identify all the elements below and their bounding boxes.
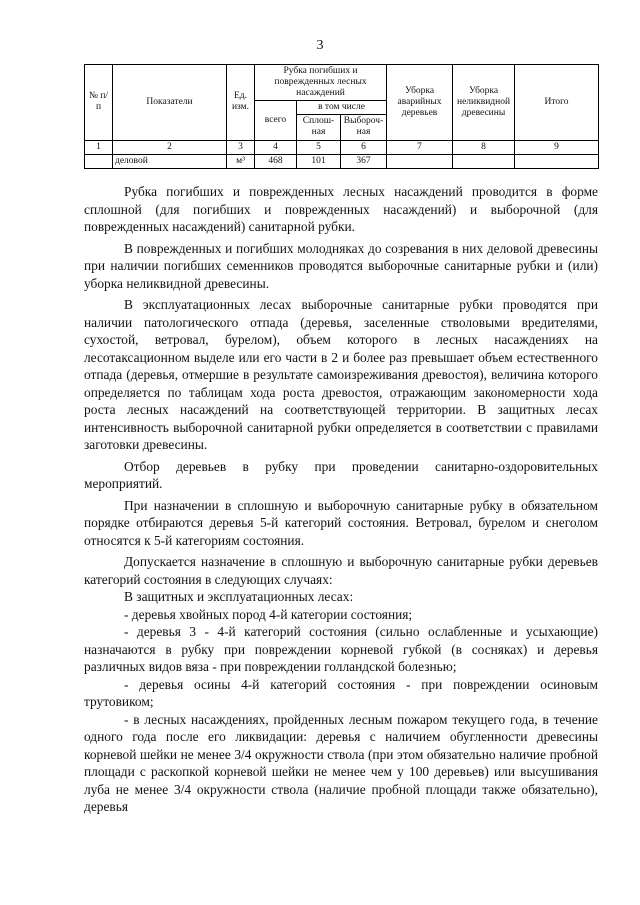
row-total-cell: 468 (255, 154, 297, 168)
column-number-row (85, 140, 599, 154)
table-row (85, 154, 599, 168)
header-unit: Ед. изм. (227, 65, 255, 141)
paragraph: В защитных и эксплуатационных лесах: (124, 589, 354, 604)
header-cleanup-emergency: Уборка аварийных деревьев (387, 65, 453, 141)
list-item: - деревья хвойных пород 4-й категории состояния; (124, 606, 413, 622)
header-total: Итого (515, 65, 599, 141)
row-clear-cell: 101 (297, 154, 341, 168)
row-selective-cell: 367 (341, 154, 387, 168)
paragraph: Рубка погибших и поврежденных лесных насаждений проводится в форме сплошной (для погибших и поврежденных насаждений) и выборочной (для поврежденных насаждений) санитарной рубки. (84, 184, 598, 234)
list-item: - деревья 3 - 4-й категорий состояния (сильно ослабленные и усыхающие) назначаются в рубку при повреждении корневой губкой (в сосняках) и деревья различных видов вяза - при повреждении голландской болезнью; (84, 624, 598, 674)
list-item: - в лесных насаждениях, пройденных лесным пожаром текущего года, в течение одного года после его ликвидации: деревья с наличием обугленности древесины корневой шейки не менее 3/4 окружности ствола (при этом обязательно наличие пробной площади с раскопкой корневой шейки не менее чем у 100 деревьев) или высушивания луба не менее 3/4 окружности ствола (наличие пробной площади также обязательно), деревья (84, 711, 598, 814)
header-indicators: Показатели (113, 65, 227, 141)
column-number: 9 (515, 140, 599, 154)
header-including: в том числе (297, 100, 387, 114)
header-cleanup-illiquid: Уборка неликвидной древесины (453, 65, 515, 141)
paragraph: Отбор деревьев в рубку при проведении санитарно-оздоровительных мероприятий. (84, 458, 598, 491)
header-total-all: всего (255, 100, 297, 140)
column-number: 7 (387, 140, 453, 154)
header-selective: Выбороч-ная (341, 114, 387, 140)
column-number: 8 (453, 140, 515, 154)
row-unit-cell: м³ (227, 154, 255, 168)
header-number: № п/п (85, 65, 113, 141)
column-number: 6 (341, 140, 387, 154)
data-table (84, 64, 599, 169)
column-number: 3 (227, 140, 255, 154)
row-number-cell (85, 154, 113, 168)
header-felling: Рубка погибших и поврежденных лесных насаждений (255, 65, 387, 101)
page-number: 3 (316, 38, 324, 53)
paragraph: В поврежденных и погибших молодняках до созревания в них деловой древесины при наличии погибших семенников проводятся выборочные санитарные рубки и (или) уборка неликвидной древесины. (84, 240, 598, 291)
list-item: - деревья осины 4-й категорий состояния - при повреждении осиновым трутовиком; (84, 676, 598, 709)
row-sum-cell (515, 154, 599, 168)
header-clear: Сплош-ная (297, 114, 341, 140)
row-indicator-cell: деловой (113, 154, 227, 168)
column-number: 2 (113, 140, 227, 154)
paragraph: В эксплуатационных лесах выборочные санитарные рубки проводятся при наличии патологического отпада (деревья, заселенные стволовыми вредителями, сухостой, ветровал, бурелом), объем которого в лесных насаждениях на лесотаксационном выделе или его части в 2 и более раз превышает объем естественного отпада (деревья, отмершие в результате самоизреживания древостоя), величина которого определяется по таблицам хода роста древостоя, отражающим закономерности хода роста лесных насаждений на соответствующей территории. В защитных лесах интенсивность выборочной санитарной рубки определяется в соответствии с правилами заготовки древесины. (84, 297, 598, 452)
paragraph: При назначении в сплошную и выборочную санитарные рубку в обязательном порядке отбираются деревья 5-й категорий состояния. Ветровал, бурелом и снеголом относятся к 5-й категориям состояния. (84, 497, 598, 548)
row-emergency-cell (387, 154, 453, 168)
paragraph: Допускается назначение в сплошную и выборочную санитарные рубки деревьев категорий состояния в следующих случаях: (84, 554, 598, 587)
column-number: 1 (85, 140, 113, 154)
column-number: 5 (297, 140, 341, 154)
body-text (84, 183, 598, 816)
row-illiquid-cell (453, 154, 515, 168)
column-number: 4 (255, 140, 297, 154)
